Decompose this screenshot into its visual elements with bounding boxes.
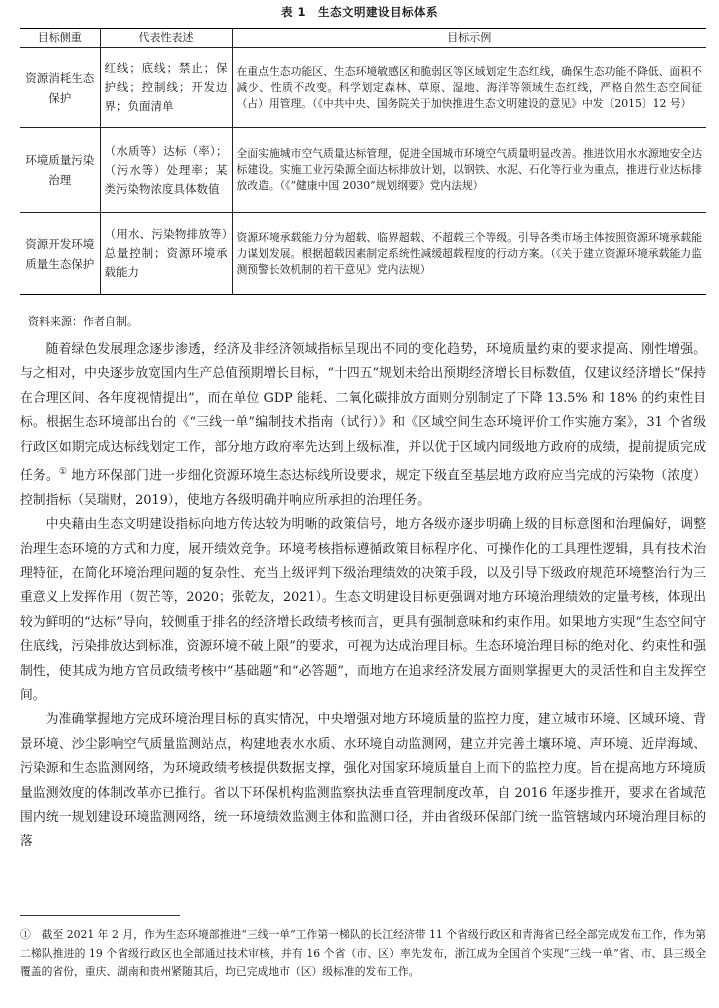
header-expression: 代表性表述 [100,29,232,48]
footnote: ① 截至 2021 年 2 月，作为生态环境部推进“三线一单”工作第一梯队的长江经济带 11 个省级行政区和青海省已经全部完成发布工作，作为第二梯队推进的 19 个省级行政区也全部通过技术审核，并有 16 个省（市、区）率先发布，浙江成为全国首个实现“三线一单”省、市、县三级全覆盖的省份，重庆、湖南和贵州紧随其后，均已完成地市（区）级标准的发布工作。 [20,928,706,978]
row-expression: 红线；底线；禁止；保护线；控制线；开发边界；负面清单 [100,48,232,128]
table-caption: 表 1 生态文明建设目标体系 [280,5,438,19]
footnote-ref[interactable]: ① [58,467,68,478]
body-text [20,338,706,855]
paragraph: 中央藉由生态文明建设指标向地方传达较为明晰的政策信号，地方各级亦逐步明确上级的目标意图和治理偏好，调整治理生态环境的方式和力度，展开绩效竞争。环境考核指标遵循政策目标程序化、可操作化的工具理性逻辑，具有技术治理特征，在简化环境治理问题的复杂性、充当上级评判下级治理绩效的决策手段，以及引导下级政府规范环境整治行为三重意义上发挥作用（贺芒等，2020；张乾友，2021）。生态文明建设目标更强调对地方环境治理绩效的定量考核，体现出较为鲜明的“达标”导向，较侧重于排名的经济增长政绩考核而言，更具有强制意味和约束作用。如果地方实现“生态空间守住底线，污染排放达到标准，资源环境不破上限”的要求，可视为达成治理目标。生态环境治理目标的绝对化、约束性和强制性，使其成为地方官员政绩考核中“基础题”和“必答题”，而地方在追求经济发展方面则掌握更大的灵活性和自主发挥空间。 [20,517,706,703]
row-focus: 资源消耗生态保护 [20,48,100,128]
paragraph [20,338,706,513]
footnote-divider [20,915,180,916]
table-row [20,128,706,213]
paragraph-text: 随着绿色发展理念逐步渗透，经济及非经济领域指标呈现出不同的变化趋势，环境质量约束的要求提高、刚性增强。与之相对，中央逐步放宽国内生产总值预期增长目标，“十四五”规划未给出预期经济增长目标数值，仅建议经济增长“保持在合理区间、各年度视情提出”，而在单位 GDP 能耗、二氧化碳排放方面则分别制定了下降 13.5% 和 18% 的约束性目标。根据生态环境部出台的《“三线一单”编制技术指南（试行）》和《区域空间生态环境评价工作实施方案》，31 个省级行政区如期完成达标线划定工作，部分地方政府率先达到上级标准，并以优于区域内同级地方政府的成绩，提前提质完成任务。 [20,342,706,484]
row-example: 在重点生态功能区、生态环境敏感区和脆弱区等区域划定生态红线，确保生态功能不降低、面积不减少、性质不改变。科学划定森林、草原、湿地、海洋等领域生态红线，严格自然生态空间征（占）用管理。（《中共中央、国务院关于加快推进生态文明建设的意见》中发〔2015〕12 号） [232,48,706,128]
row-expression: （用水、污染物排放等）总量控制；资源环境承载能力 [100,213,232,295]
paragraph-text: 地方环保部门进一步细化资源环境生态达标线所设要求，规定下级直至基层地方政府应当完成的污染物（浓度）控制指标（吴瑞财，2019），使地方各级明确并响应所承担的治理任务。 [20,468,706,508]
header-example: 目标示例 [232,29,706,48]
table-source-note: 资料来源：作者自制。 [28,315,138,328]
row-example: 资源环境承载能力分为超载、临界超载、不超载三个等级。引导各类市场主体按照资源环境承载能力谋划发展。根据超载因素制定系统性减缓超载程度的行动方案。（《关于建立资源环境承载能力监测预警长效机制的若干意见》党内法规） [232,213,706,295]
row-example: 全面实施城市空气质量达标管理，促进全国城市环境空气质量明显改善。推进饮用水水源地安全达标建设。实施工业污染源全面达标排放计划，以钢铁、水泥、石化等行业为重点，推进行业达标排放改造。（《“健康中国 2030”规划纲要》党内法规） [232,128,706,213]
row-expression: （水质等）达标（率）；（污水等）处理率；某类污染物浓度具体数值 [100,128,232,213]
row-focus: 环境质量污染治理 [20,128,100,213]
table-header-row [20,29,706,48]
header-focus: 目标侧重 [20,29,100,48]
paragraph: 为准确掌握地方完成环境治理目标的真实情况，中央增强对地方环境质量的监控力度，建立城市环境、区域环境、背景环境、沙尘影响空气质量监测站点，构建地表水水质、水环境自动监测网，建立并完善土壤环境、声环境、近岸海域、污染源和生态监测网络，为环境政绩考核提供数据支撑，强化对国家环境质量自上而下的监控力度。旨在提高地方环境质量监测效度的体制改革亦已推行。省以下环保机构监测监察执法垂直管理制度改革，自 2016 年逐步推开，要求在省域范围内统一规划建设环境监测网络，统一环境绩效监测主体和监测口径，并由省级环保部门统一监管辖域内环境治理目标的落 [20,712,706,850]
table-row [20,48,706,128]
table-row [20,213,706,295]
goals-table [20,28,706,295]
row-focus: 资源开发环境质量生态保护 [20,213,100,295]
